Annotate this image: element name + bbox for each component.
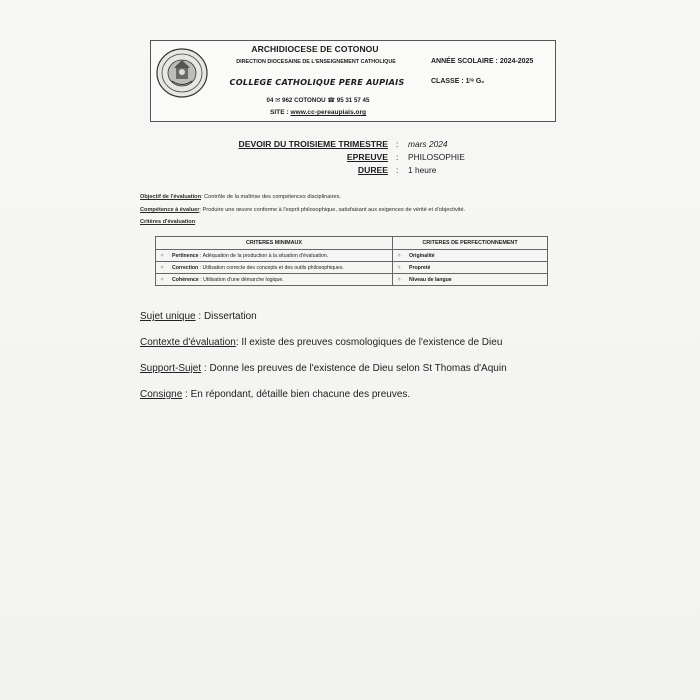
criteria-cell-min: ✧ Pertinence : Adéquation de la production à la situation d'évaluation. bbox=[156, 250, 393, 262]
support-line bbox=[140, 363, 507, 374]
criteria-cell-perf: ✧ Niveau de langue bbox=[393, 274, 548, 286]
site-line bbox=[211, 109, 425, 116]
table-row bbox=[156, 274, 548, 286]
duree-value: 1 heure bbox=[408, 165, 437, 175]
diamond-bullet-icon: ✧ bbox=[397, 264, 402, 271]
devoir-date: mars 2024 bbox=[408, 139, 448, 149]
archidiocese-title: ARCHIDIOCESE DE COTONOU bbox=[251, 44, 379, 54]
colon: : bbox=[396, 165, 399, 175]
school-year: ANNÉE SCOLAIRE : 2024-2025 bbox=[431, 58, 534, 65]
consigne-text: : En répondant, détaille bien chacune des preuves. bbox=[182, 389, 411, 400]
objectif-line bbox=[140, 194, 341, 200]
contexte-label: Contexte d'évaluation bbox=[140, 337, 236, 348]
table-row bbox=[156, 250, 548, 262]
site-label: SITE : bbox=[269, 109, 291, 116]
contexte-text: : Il existe des preuves cosmologiques de l'existence de Dieu bbox=[235, 337, 503, 348]
sujet-label: Sujet unique bbox=[140, 311, 196, 322]
competence-text: : Produire une œuvre conforme à l'esprit philosophique, satisfaisant aux exigences de vérité et d'objectivité. bbox=[199, 207, 466, 213]
consigne-line bbox=[140, 389, 410, 400]
site-url-link[interactable]: www.cc-pereaupiais.org bbox=[290, 109, 367, 116]
diamond-bullet-icon: ✧ bbox=[160, 264, 165, 271]
criteria-cell-min: ✧ Cohérence : Utilisation d'une démarche logique. bbox=[156, 274, 393, 286]
college-name: COLLEGE CATHOLIQUE PERE AUPIAIS bbox=[229, 77, 405, 87]
colon: : bbox=[396, 152, 399, 162]
competence-line bbox=[140, 207, 465, 213]
diamond-bullet-icon: ✧ bbox=[160, 252, 165, 259]
support-label: Support-Sujet bbox=[140, 363, 202, 374]
criteres-label: Critères d'évaluation bbox=[140, 219, 196, 225]
class-label: CLASSE : 1ʳᵉ G₂ bbox=[431, 78, 485, 85]
school-header bbox=[150, 40, 556, 122]
epreuve-label: EPREUVE bbox=[346, 152, 388, 162]
sujet-line bbox=[140, 311, 257, 322]
sujet-text: : Dissertation bbox=[195, 311, 257, 322]
criteria-header-row bbox=[156, 237, 548, 250]
objectif-text: : Contrôle de la maîtrise des compétences disciplinaires. bbox=[201, 194, 341, 200]
school-seal-logo bbox=[156, 48, 208, 98]
diamond-bullet-icon: ✧ bbox=[397, 276, 402, 283]
criteria-cell-min: ✧ Correction : Utilisation correcte des concepts et des outils philosophiques. bbox=[156, 262, 393, 274]
criteria-table bbox=[155, 236, 548, 286]
criteria-header-perf: CRITERES DE PERFECTIONNEMENT bbox=[393, 237, 548, 250]
criteria-header-min: CRITERES MINIMAUX bbox=[156, 237, 393, 250]
criteres-line bbox=[140, 219, 195, 225]
table-row bbox=[156, 262, 548, 274]
criteria-cell-perf: ✧ Propreté bbox=[393, 262, 548, 274]
devoir-title: DEVOIR DU TROISIEME TRIMESTRE bbox=[238, 139, 388, 149]
objectif-label: Objectif de l'évaluation bbox=[140, 194, 202, 200]
support-text: : Donne les preuves de l'existence de Dieu selon St Thomas d'Aquin bbox=[201, 363, 507, 374]
direction-subtitle: DIRECTION DIOCESAINE DE L'ENSEIGNEMENT CATHOLIQUE bbox=[236, 59, 396, 65]
criteria-cell-perf: ✧ Originalité bbox=[393, 250, 548, 262]
diamond-bullet-icon: ✧ bbox=[160, 276, 165, 283]
competence-label: Compétence à évaluer bbox=[140, 207, 200, 213]
consigne-label: Consigne bbox=[140, 389, 183, 400]
epreuve-value: PHILOSOPHIE bbox=[408, 152, 465, 162]
duree-label: DUREE bbox=[357, 165, 388, 175]
contexte-line bbox=[140, 337, 502, 348]
contact-info: 04 ✉ 962 COTONOU ☎ 95 31 57 45 bbox=[266, 97, 370, 104]
colon: : bbox=[396, 139, 399, 149]
diamond-bullet-icon: ✧ bbox=[397, 252, 402, 259]
